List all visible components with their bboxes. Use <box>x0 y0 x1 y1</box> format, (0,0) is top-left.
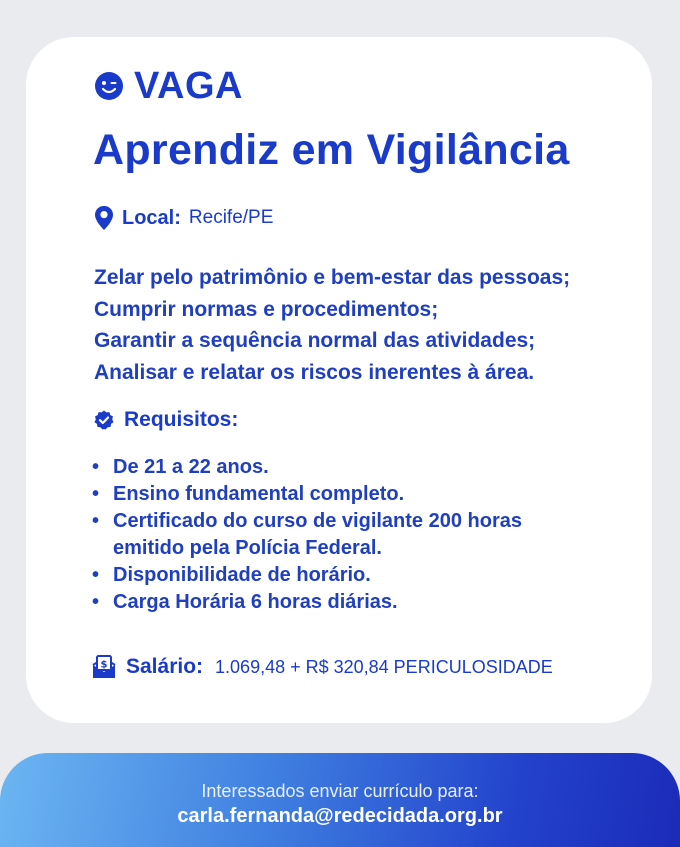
bullet: • <box>92 483 100 505</box>
duty-item: Zelar pelo patrimônio e bem-estar das pessoas; <box>94 266 571 289</box>
map-pin-icon <box>94 205 114 231</box>
duty-item: Analisar e relatar os riscos inerentes à área. <box>94 360 535 384</box>
requirement-text: Certificado do curso de vigilante 200 horas emitido pela Polícia Federal. <box>113 510 523 559</box>
contact-instruction: Interessados enviar currículo para: <box>201 781 479 801</box>
requirement-item <box>92 454 562 481</box>
location-row <box>94 204 273 232</box>
job-title: Aprendiz em Vigilância <box>93 126 570 174</box>
bullet: • <box>92 591 100 613</box>
requirements-list <box>92 454 562 616</box>
requirement-text: Carga Horária 6 horas diárias. <box>113 591 398 613</box>
requirement-item <box>92 589 562 616</box>
contact-email[interactable]: carla.fernanda@redecidada.org.br <box>177 805 503 827</box>
duty-item: Cumprir normas e procedimentos; <box>94 297 439 321</box>
bullet: • <box>92 456 100 478</box>
smile-wink-icon <box>94 71 124 101</box>
bullet: • <box>92 564 100 586</box>
salary-value: 1.069,48 + R$ 320,84 PERICULOSIDADE <box>215 656 553 677</box>
requirement-item <box>92 481 562 508</box>
svg-text:$: $ <box>100 659 108 671</box>
requirement-text: Ensino fundamental completo. <box>113 483 405 505</box>
requirements-header <box>94 405 238 435</box>
duties-list <box>94 262 570 388</box>
check-badge-icon <box>94 410 114 430</box>
requirements-label: Requisitos: <box>124 408 239 431</box>
contact-footer <box>0 753 680 847</box>
requirement-item <box>92 562 562 589</box>
salary-label: Salário: <box>126 655 204 678</box>
money-envelope-icon <box>92 655 116 679</box>
bullet: • <box>92 510 100 532</box>
requirement-item <box>92 508 562 562</box>
location-label: Local: <box>122 207 181 229</box>
location-value: Recife/PE <box>188 207 274 228</box>
requirement-text: De 21 a 22 anos. <box>113 456 269 478</box>
vaga-header <box>94 66 243 106</box>
vaga-label: VAGA <box>134 65 243 107</box>
requirement-text: Disponibilidade de horário. <box>113 564 371 586</box>
salary-row <box>92 655 553 679</box>
duty-item: Garantir a sequência normal das atividades; <box>94 329 536 352</box>
